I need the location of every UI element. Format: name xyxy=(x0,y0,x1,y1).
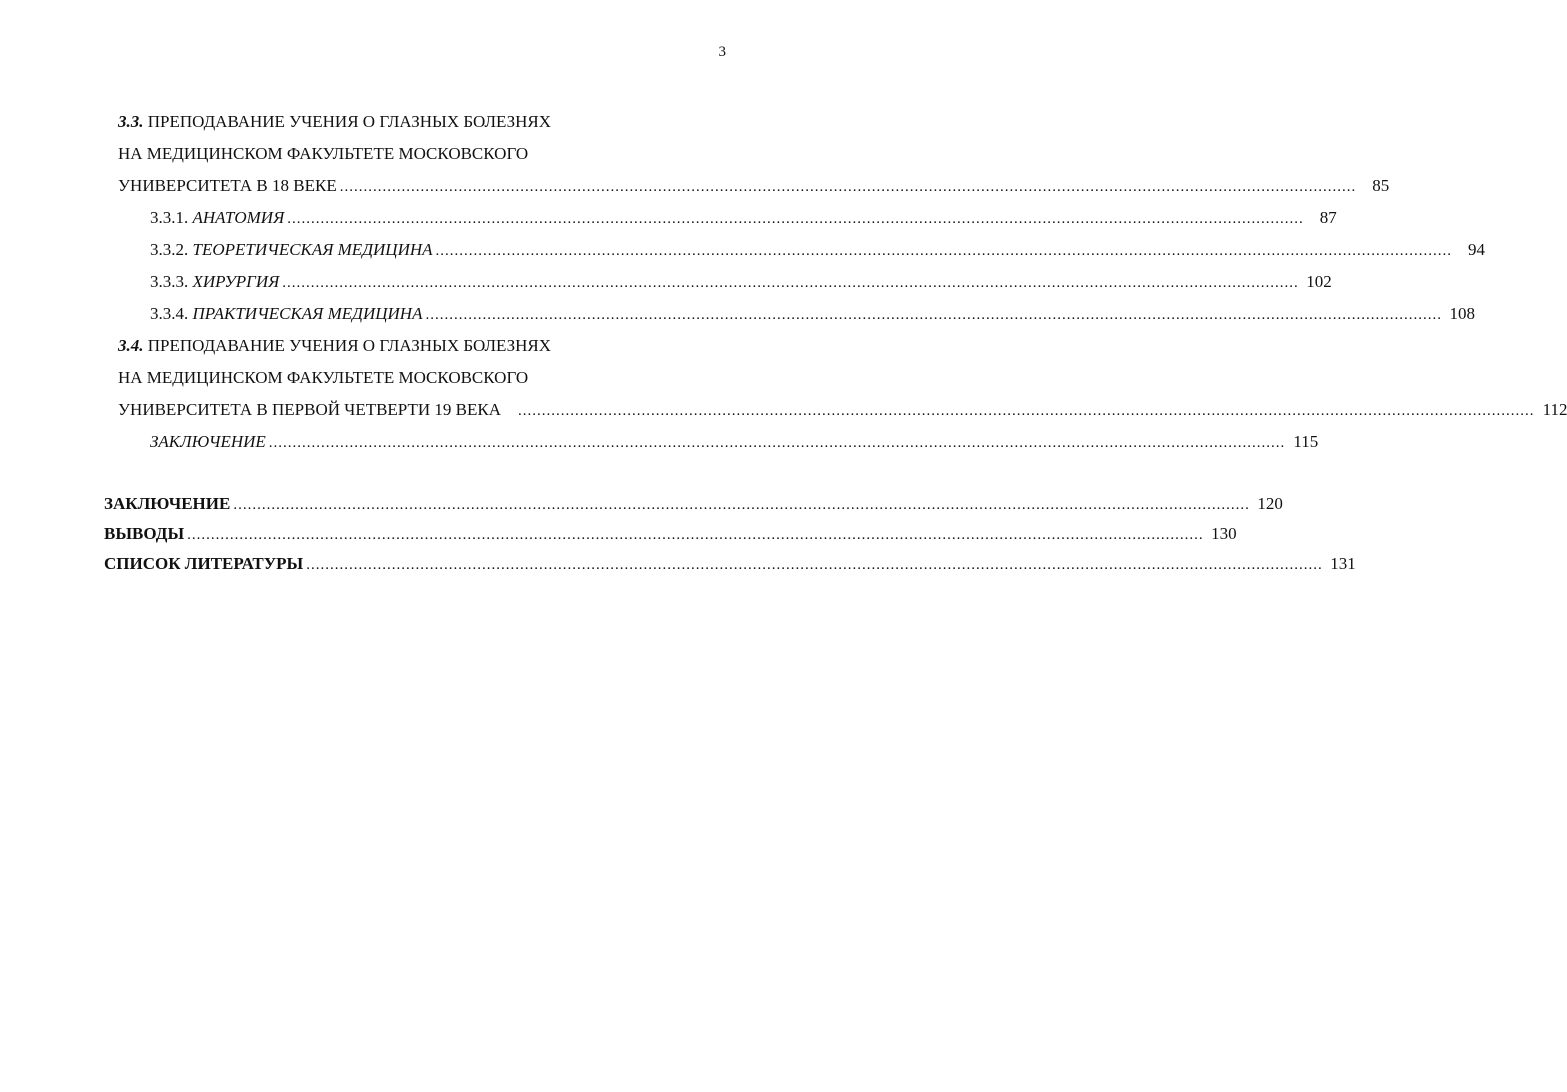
subsection-3-3-2[interactable] xyxy=(150,238,1486,262)
section-3-3-title-line-1: ПРЕПОДАВАНИЕ УЧЕНИЯ О ГЛАЗНЫХ БОЛЕЗНЯХ xyxy=(147,112,552,131)
leader-dots: ...................................................................................................................................................................................................................... xyxy=(233,497,1250,513)
section-3-4-conclusion-page: 115 xyxy=(1293,432,1319,451)
entry-title: ЗАКЛЮЧЕНИЕ xyxy=(104,494,231,513)
leader-dots: ...................................................................................................................................................................................................................... xyxy=(282,275,1299,291)
subsection-number: 3.3.4. xyxy=(150,304,189,323)
leader-dots: ...................................................................................................................................................................................................................... xyxy=(187,527,1204,543)
leader-dots: ...................................................................................................................................................................................................................... xyxy=(435,243,1453,259)
leader-dots: ...................................................................................................................................................................................................................... xyxy=(287,211,1304,227)
leader-dots: ...................................................................................................................................................................................................................... xyxy=(268,435,1286,451)
section-3-4-conclusion[interactable] xyxy=(150,430,1319,454)
section-3-4-heading-line-1 xyxy=(118,334,551,358)
entry-page: 120 xyxy=(1257,494,1283,513)
subsection-title: ХИРУРГИЯ xyxy=(192,272,280,291)
subsection-page: 94 xyxy=(1468,240,1486,259)
entry-conclusions[interactable] xyxy=(104,522,1237,546)
entry-conclusion[interactable] xyxy=(104,492,1283,516)
subsection-3-3-4[interactable] xyxy=(150,302,1475,326)
section-3-3-entry[interactable] xyxy=(118,174,1390,198)
subsection-number: 3.3.3. xyxy=(150,272,189,291)
section-3-4-page: 112 xyxy=(1542,400,1567,419)
subsection-number: 3.3.1. xyxy=(150,208,189,227)
leader-dots: ...................................................................................................................................................................................................................... xyxy=(517,403,1535,419)
section-3-4-conclusion-title: ЗАКЛЮЧЕНИЕ xyxy=(150,432,266,451)
section-3-4-title-line-2: НА МЕДИЦИНСКОМ ФАКУЛЬТЕТЕ МОСКОВСКОГО xyxy=(118,368,529,387)
leader-dots: ...................................................................................................................................................................................................................... xyxy=(306,557,1323,573)
subsection-3-3-3[interactable] xyxy=(150,270,1332,294)
section-3-3-title-line-2: НА МЕДИЦИНСКОМ ФАКУЛЬТЕТЕ МОСКОВСКОГО xyxy=(118,144,529,163)
subsection-number: 3.3.2. xyxy=(150,240,189,259)
subsection-3-3-1[interactable] xyxy=(150,206,1337,230)
entry-bibliography[interactable] xyxy=(104,552,1356,576)
entry-title: СПИСОК ЛИТЕРАТУРЫ xyxy=(104,554,304,573)
section-3-3-number: 3.3. xyxy=(118,112,144,131)
section-3-3-page: 85 xyxy=(1372,176,1390,195)
section-3-4-title-line-3: УНИВЕРСИТЕТА В ПЕРВОЙ ЧЕТВЕРТИ 19 ВЕКА xyxy=(118,400,501,419)
section-3-4-title-line-1: ПРЕПОДАВАНИЕ УЧЕНИЯ О ГЛАЗНЫХ БОЛЕЗНЯХ xyxy=(147,336,552,355)
section-3-3-title-line-3: УНИВЕРСИТЕТА В 18 ВЕКЕ xyxy=(118,176,337,195)
entry-page: 130 xyxy=(1211,524,1237,543)
page-number: 3 xyxy=(718,44,726,60)
subsection-page: 102 xyxy=(1306,272,1332,291)
section-3-3-heading-line-1 xyxy=(118,110,551,134)
subsection-page: 108 xyxy=(1449,304,1475,323)
entry-title: ВЫВОДЫ xyxy=(104,524,185,543)
leader-dots: ...................................................................................................................................................................................................................... xyxy=(339,179,1357,195)
section-3-4-entry[interactable] xyxy=(118,398,1567,422)
subsection-title: ПРАКТИЧЕСКАЯ МЕДИЦИНА xyxy=(192,304,423,323)
subsection-title: ТЕОРЕТИЧЕСКАЯ МЕДИЦИНА xyxy=(192,240,433,259)
leader-dots: ...................................................................................................................................................................................................................... xyxy=(425,307,1442,323)
section-3-4-number: 3.4. xyxy=(118,336,144,355)
subsection-title: АНАТОМИЯ xyxy=(192,208,285,227)
subsection-page: 87 xyxy=(1319,208,1337,227)
entry-page: 131 xyxy=(1330,554,1356,573)
